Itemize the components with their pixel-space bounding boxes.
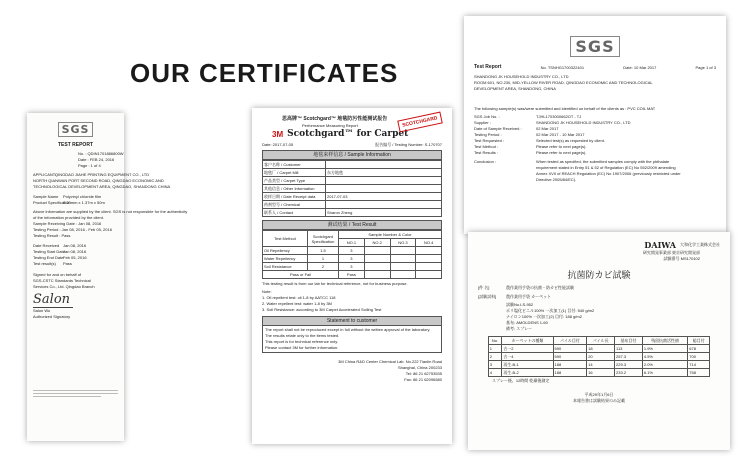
certificate-sgs-test-report[interactable] xyxy=(27,113,188,441)
sample-info: Sample Name Polyvinyl chloride film Product Specification 0.20mm x 1.37m x 50m xyxy=(33,194,105,205)
table-row: 收样日期 / Date Receipt data 2017-07-03 xyxy=(263,193,442,201)
report-fields: No. : QDIN1701886800W Date : FEB 24, 2016 Page : 1 of 4 xyxy=(78,151,124,168)
table-row: 地毯厂 / Carpet Mill 东方地毯 xyxy=(263,169,442,177)
statement-box: The report shall not be reproduced except in full without the written approval of the laboratory. The results relate only to the items tested. This report is for technical reference only. Please contact 3M for further information. xyxy=(262,326,442,353)
table-row: 联系人 / Contact Sharon Zheng xyxy=(263,209,442,217)
table-row: 其他信息 / Other Information xyxy=(263,185,442,193)
table-row: 2 古一4 590 20 257.3 4.5% 700 xyxy=(488,353,710,361)
company-block: SHANDONG JK HOUSEHOLD INDUSTRY CO., LTD ROOM 601, NO.230, MID-YELLOW RIVER ROAD, QINGDAO ECONOMIC AND TECHNOLOGICAL DEVELOPMENT AREA, SHANDONG, CHINA xyxy=(474,74,653,91)
en-title: Scotchgard™ for Carpet xyxy=(287,129,409,139)
section-statement: Statement to customer xyxy=(262,316,442,326)
sgs-logo: SGS xyxy=(570,36,619,57)
sample-info-table xyxy=(262,160,442,217)
table-row: 客户名称 / Customer xyxy=(263,161,442,169)
dates-table: Date Received Jan 08, 2016 Testing Start Date Jan 08, 2016 Testing End Date Feb 05, 2016 Test result(s) Pass xyxy=(33,243,87,266)
page-heading: OUR CERTIFICATES xyxy=(130,58,399,88)
footer-note: 本報告書は試験結果のみ記載 xyxy=(573,398,625,403)
report-subtitle: Performance Measuring Report xyxy=(302,123,358,128)
report-title: TEST REPORT xyxy=(57,142,93,148)
applicant-row: APPLICANT: QINGDAO JIAHE PRINTING EQUIPMENT CO., LTD xyxy=(33,172,150,177)
test-result-table: Test Method Scotchgard Specification Sample Number & Color NO.1 NO.2 NO.3 NO.4 Oil Repellency 1.5 3 Water Repellency 1 3 Soil Resistance 2 3 Pass or Fail Pass xyxy=(262,230,442,279)
table-row: 1 古一2 590 18 113 1.9% 678 xyxy=(488,345,710,353)
conclusion: Conclusion : When tested as specified, the submitted samples comply with the phthalate requirement stated in Entry 51 & 52 of Regulation (EC) No 552/2009 amending Annex XVII of REACH Regulation (EC) No 1907/2006 (previously restricted under Directive 2005/84/EC). xyxy=(474,159,681,182)
cn-title: 思高牌™ Scotchgard™ 地毯防污性能测试报告 xyxy=(282,116,388,122)
section-test-result: 测试结果 / Test Result xyxy=(262,220,442,230)
footer-address: 3M China R&D Center Chemical Lab. No.222 Tianlin Road Shanghai, China 200233 Tel: 86 21 62753535 Fax: 86 21 62096580 xyxy=(338,359,442,382)
signer-name: Salon Wu xyxy=(33,308,51,313)
table-row: 产品类型 / Carpet Type xyxy=(263,177,442,185)
report-header: Test Report No. TSNHG1700322401 Date: 10 Mar 2017 Page 1 of 3 xyxy=(474,64,716,70)
report-title: 抗菌防カビ試験 xyxy=(567,271,631,281)
notes: Note: 1. Oil repellent test: oil 1-8 by AATCC 118 2. Water repellent test: water 1-8 by 3M 3. Soil Resistance: according to 3M Carpet Accelerated Soiling Test xyxy=(262,289,382,312)
table-row: Water Repellency 1 3 xyxy=(263,255,442,263)
table-row: 药剂型号 / Chemical xyxy=(263,201,442,209)
results-table: No. カーペットの種類 パイル目付 パイル長 基布目付 残留抗菌活性値 総目付 1 古一2 590 18 113 1.9% 678 2 古一4 590 20 257.3 4.5% 700 3 再生-B-1 188 14 229.3 2.0% 714 4 再生-B-2 188 16 233.2 6.1% 758 xyxy=(488,336,711,377)
notes: Above information are supplied by the client. SGS is not responsible for the authenticity of the information provided by the client. Sample Receiving Date : Jan 08, 2016 Testing Period : Jan 08, 2016 - Feb 05, 2016 Testing Result : Pass xyxy=(33,209,188,238)
meta-row: Date: 2017-07-05 报告编号 / Testing Number: S-170707 xyxy=(262,142,442,147)
certificate-antibacterial-test[interactable] xyxy=(468,232,730,450)
address-row: NORTH QIANWAN PORT SECOND ROAD, QINGDAO ECONOMIC AND TECHNOLOGICAL DEVELOPMENT AREA, QINGDAO, SHANDONG CHINA xyxy=(33,178,171,189)
disclaimer: This testing result is from our lab for technical reference, not for business purpose. xyxy=(262,281,408,286)
subject-rows: [件 名] 農作業用手袋の抗菌・防カビ性能試験 [試験試料] 農作業用手袋 カーペット xyxy=(478,285,574,299)
sample-detail: 試験No.LS-952 ポリ塩化ビニル100% 一次加工(1) 目付: 540 g/m2 ナイロン100% 一次加工(2) 目付: 188 g/m2 基布: AMOLDENS 1-60 備考: スプレー xyxy=(506,302,595,331)
intro-line: The following sample(s) was/were submitted and identified on behalf of the clients as : PVC COIL MAT xyxy=(474,106,656,111)
certificate-sgs-pvc-coil-mat[interactable] xyxy=(464,16,726,234)
signer-title: Authorized Signatory xyxy=(33,314,71,319)
lab-lines: 研究開発事業部 東京研究開発部 試験番号 MS170102 xyxy=(642,250,700,261)
scotchgard-stamp: SCOTCHGARD xyxy=(397,112,442,133)
3m-logo: 3M xyxy=(272,129,284,139)
table-row: 4 再生-B-2 188 16 233.2 6.1% 758 xyxy=(488,369,710,377)
lab-header: DAIWA 大和化学工業株式会社 xyxy=(644,240,720,250)
daiwa-logo: DAIWA xyxy=(644,240,676,250)
fine-print xyxy=(33,390,118,397)
details-list: SGS Job No. : TJHL1703000662OT - TJ Supplier : SHANDONG JK HOUSEHOLD INDUSTRY CO., LTD Date of Sample Received : 02 Mar 2017 Testing Period : 02 Mar 2017 - 10 Mar 2017 Test Requested : Selected test(s) as requested by client. Test Method : Please refer to next page(s). Test Results : Please refer to next page(s). xyxy=(474,114,631,155)
table-row: 3 再生-B-1 188 14 229.3 2.0% 714 xyxy=(488,361,710,369)
table-row: Pass or Fail Pass xyxy=(263,271,442,279)
section-sample-info: 地毯来样信息 / Sample Information xyxy=(262,150,442,160)
signature: Salon xyxy=(33,292,71,307)
signer-org: Signed for and on behalf of SGS-CSTC Standards Technical Services Co., Ltd. Qingdao Branch xyxy=(33,272,95,289)
table-footnote: スプレー後、12時間 乾燥後測定 xyxy=(492,378,550,383)
certificate-3m-scotchgard[interactable] xyxy=(252,108,452,444)
report-date: 平成29年1月6日 xyxy=(584,392,614,397)
table-row: Oil Repellency 1.5 3 xyxy=(263,247,442,255)
table-row: Soil Resistance 2 3 xyxy=(263,263,442,271)
sgs-logo: SGS xyxy=(58,122,94,137)
